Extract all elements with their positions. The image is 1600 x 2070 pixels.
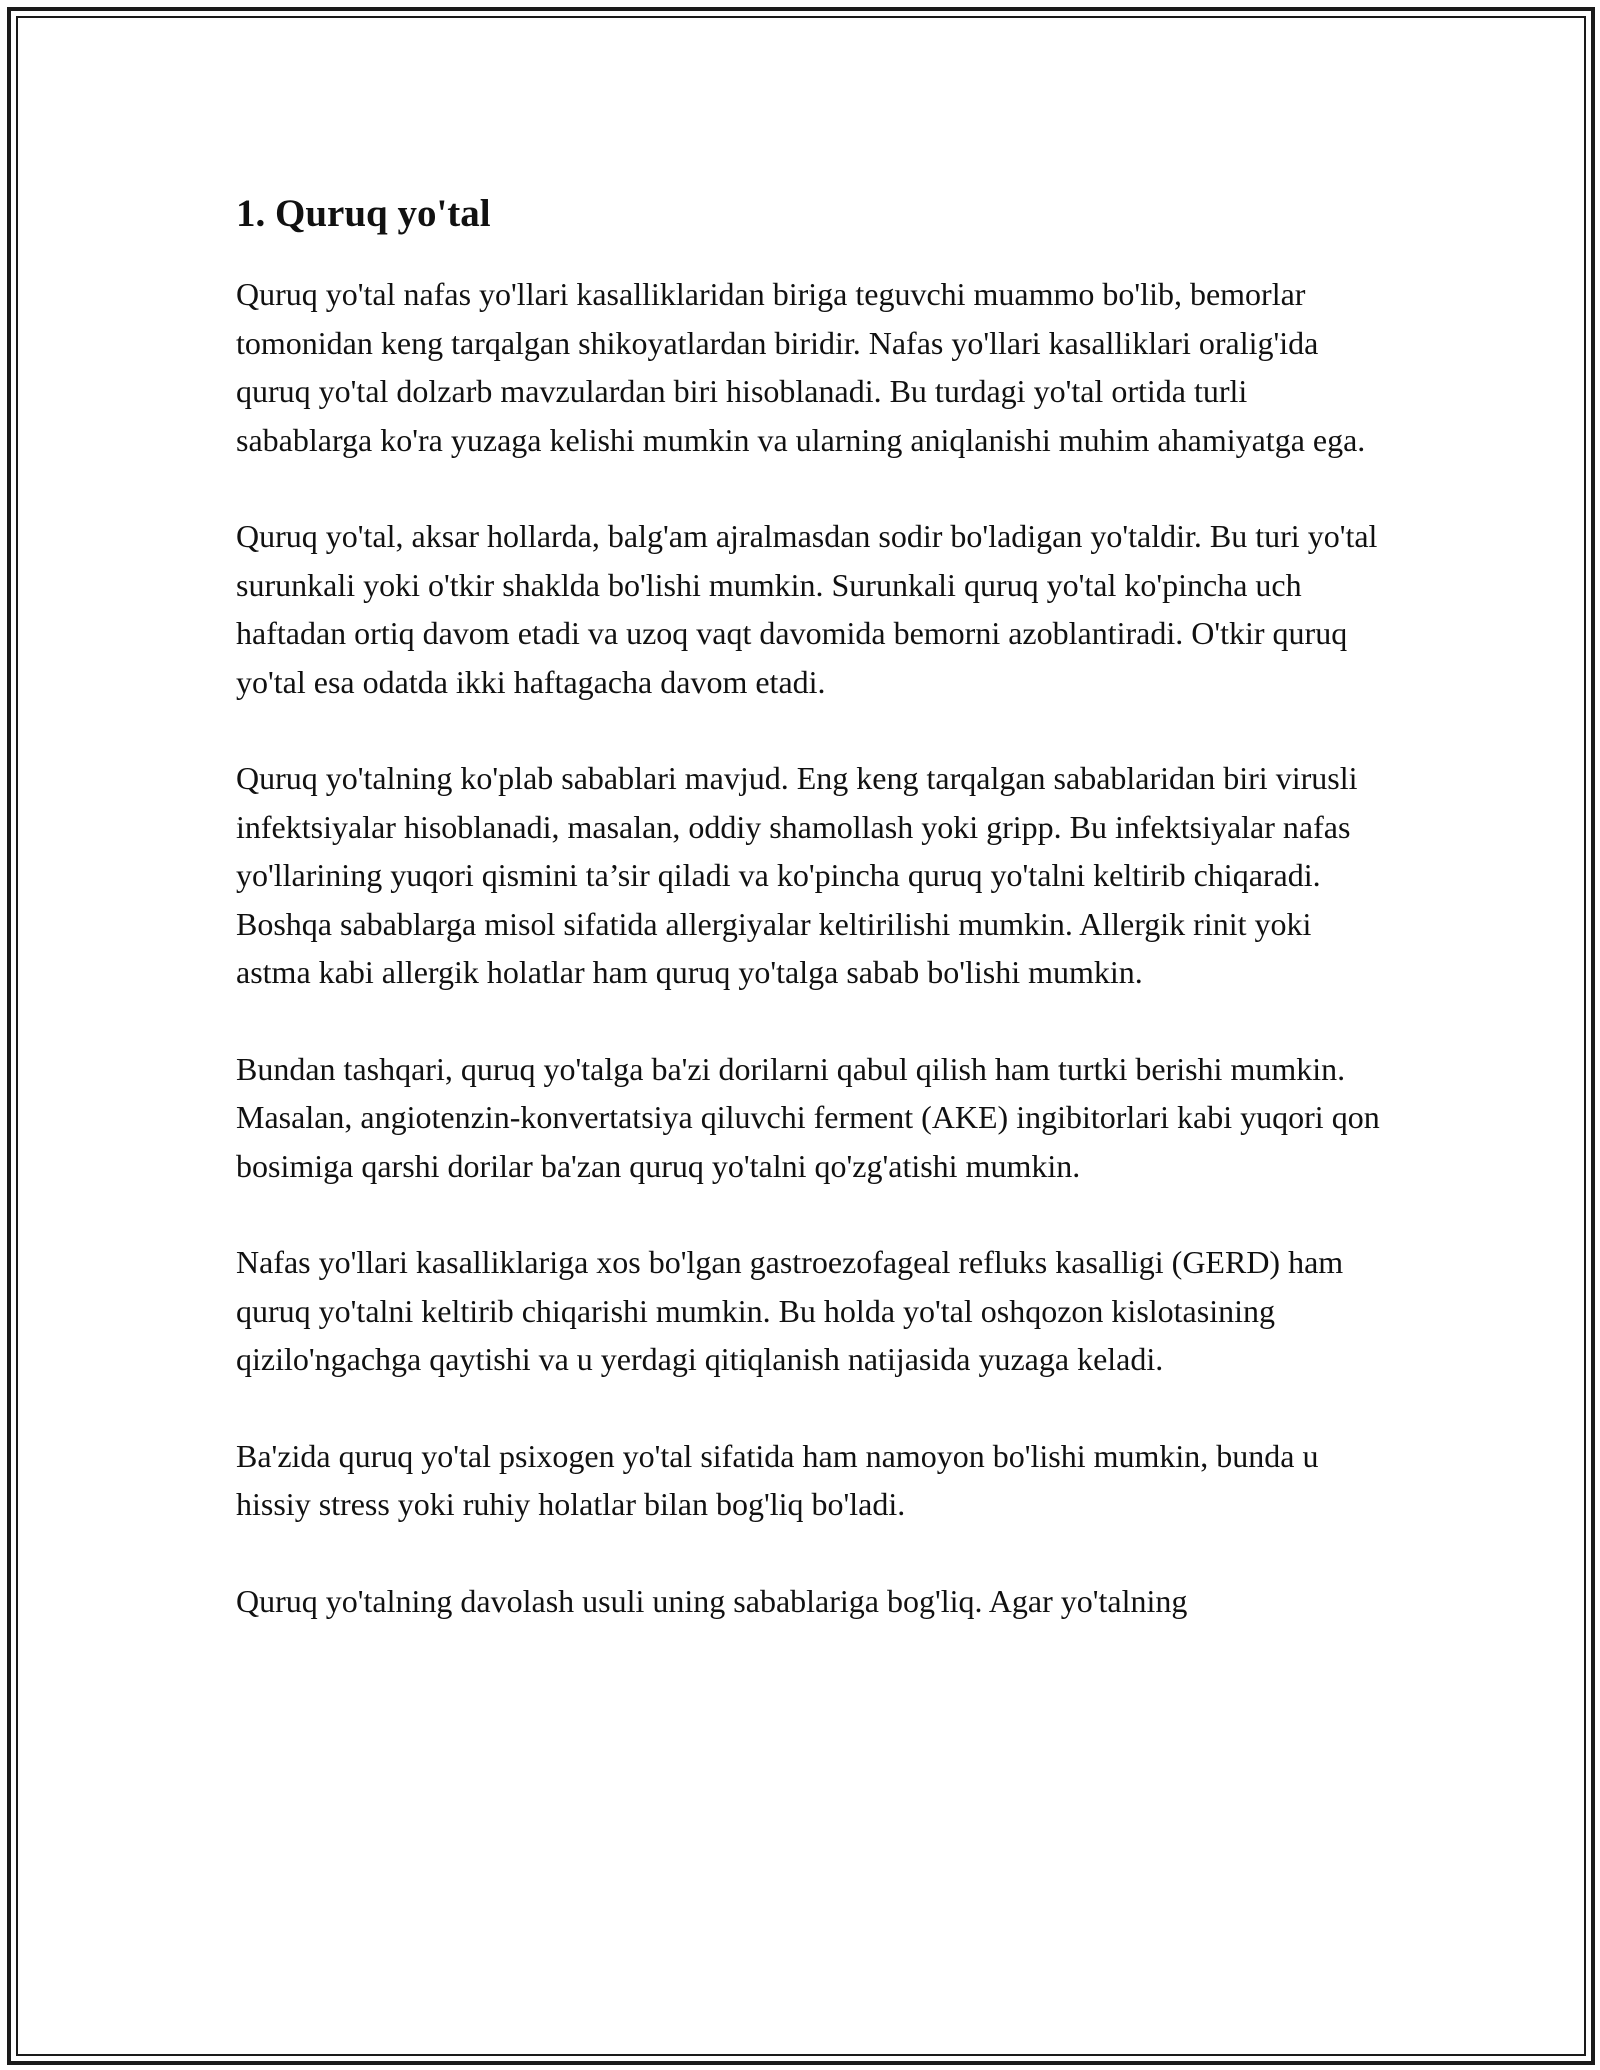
section-heading: 1. Quruq yo'tal — [236, 192, 491, 235]
paragraph-7: Quruq yo'talning davolash usuli uning sabablariga bog'liq. Agar yo'talning — [236, 1582, 1188, 1619]
paragraph-3: Quruq yo'talning ko'plab sabablari mavjud. Eng keng tarqalgan sabablaridan biri virusli infektsiyalar hisoblanadi, masalan, oddiy shamollash yoki gripp. Bu infektsiyalar nafas yo'llarining yuqori qismini ta’sir qiladi va ko'pincha quruq yo'talni keltirib chiqaradi. Boshqa sabablarga misol sifatida allergiyalar keltirilishi mumkin. Allergik rinit yoki astma kabi allergik holatlar ham quruq yo'talga sabab bo'lishi mumkin. — [236, 760, 1358, 990]
paragraph-1: Quruq yo'tal nafas yo'llari kasalliklaridan biriga teguvchi muammo bo'lib, bemorlar tomonidan keng tarqalgan shikoyatlardan biridir. Nafas yo'llari kasalliklari oralig'ida quruq yo'tal dolzarb mavzulardan biri hisoblanadi. Bu turdagi yo'tal ortida turli sabablarga ko'ra yuzaga kelishi mumkin va ularning aniqlanishi muhim ahamiyatga ega. — [236, 276, 1366, 458]
paragraph-6: Ba'zida quruq yo'tal psixogen yo'tal sifatida ham namoyon bo'lishi mumkin, bunda u hissiy stress yoki ruhiy holatlar bilan bog'liq bo'ladi. — [236, 1437, 1319, 1522]
document-body — [236, 186, 1386, 1673]
paragraph-5: Nafas yo'llari kasalliklariga xos bo'lgan gastroezofageal refluks kasalligi (GERD) ham quruq yo'talni keltirib chiqarishi mumkin. Bu holda yo'tal oshqozon kislotasining qizilo'ngachga qaytishi va u yerdagi qitiqlanish natijasida yuzaga keladi. — [236, 1244, 1344, 1377]
paragraph-2: Quruq yo'tal, aksar hollarda, balg'am ajralmasdan sodir bo'ladigan yo'taldir. Bu turi yo'tal surunkali yoki o'tkir shaklda bo'lishi mumkin. Surunkali quruq yo'tal ko'pincha uch haftadan ortiq davom etadi va uzoq vaqt davomida bemorni azoblantiradi. O'tkir quruq yo'tal esa odatda ikki haftagacha davom etadi. — [236, 518, 1378, 700]
paragraph-4: Bundan tashqari, quruq yo'talga ba'zi dorilarni qabul qilish ham turtki berishi mumkin. Masalan, angiotenzin-konvertatsiya qiluvchi ferment (AKE) ingibitorlari kabi yuqori qon bosimiga qarshi dorilar ba'zan quruq yo'talni qo'zg'atishi mumkin. — [236, 1050, 1380, 1184]
